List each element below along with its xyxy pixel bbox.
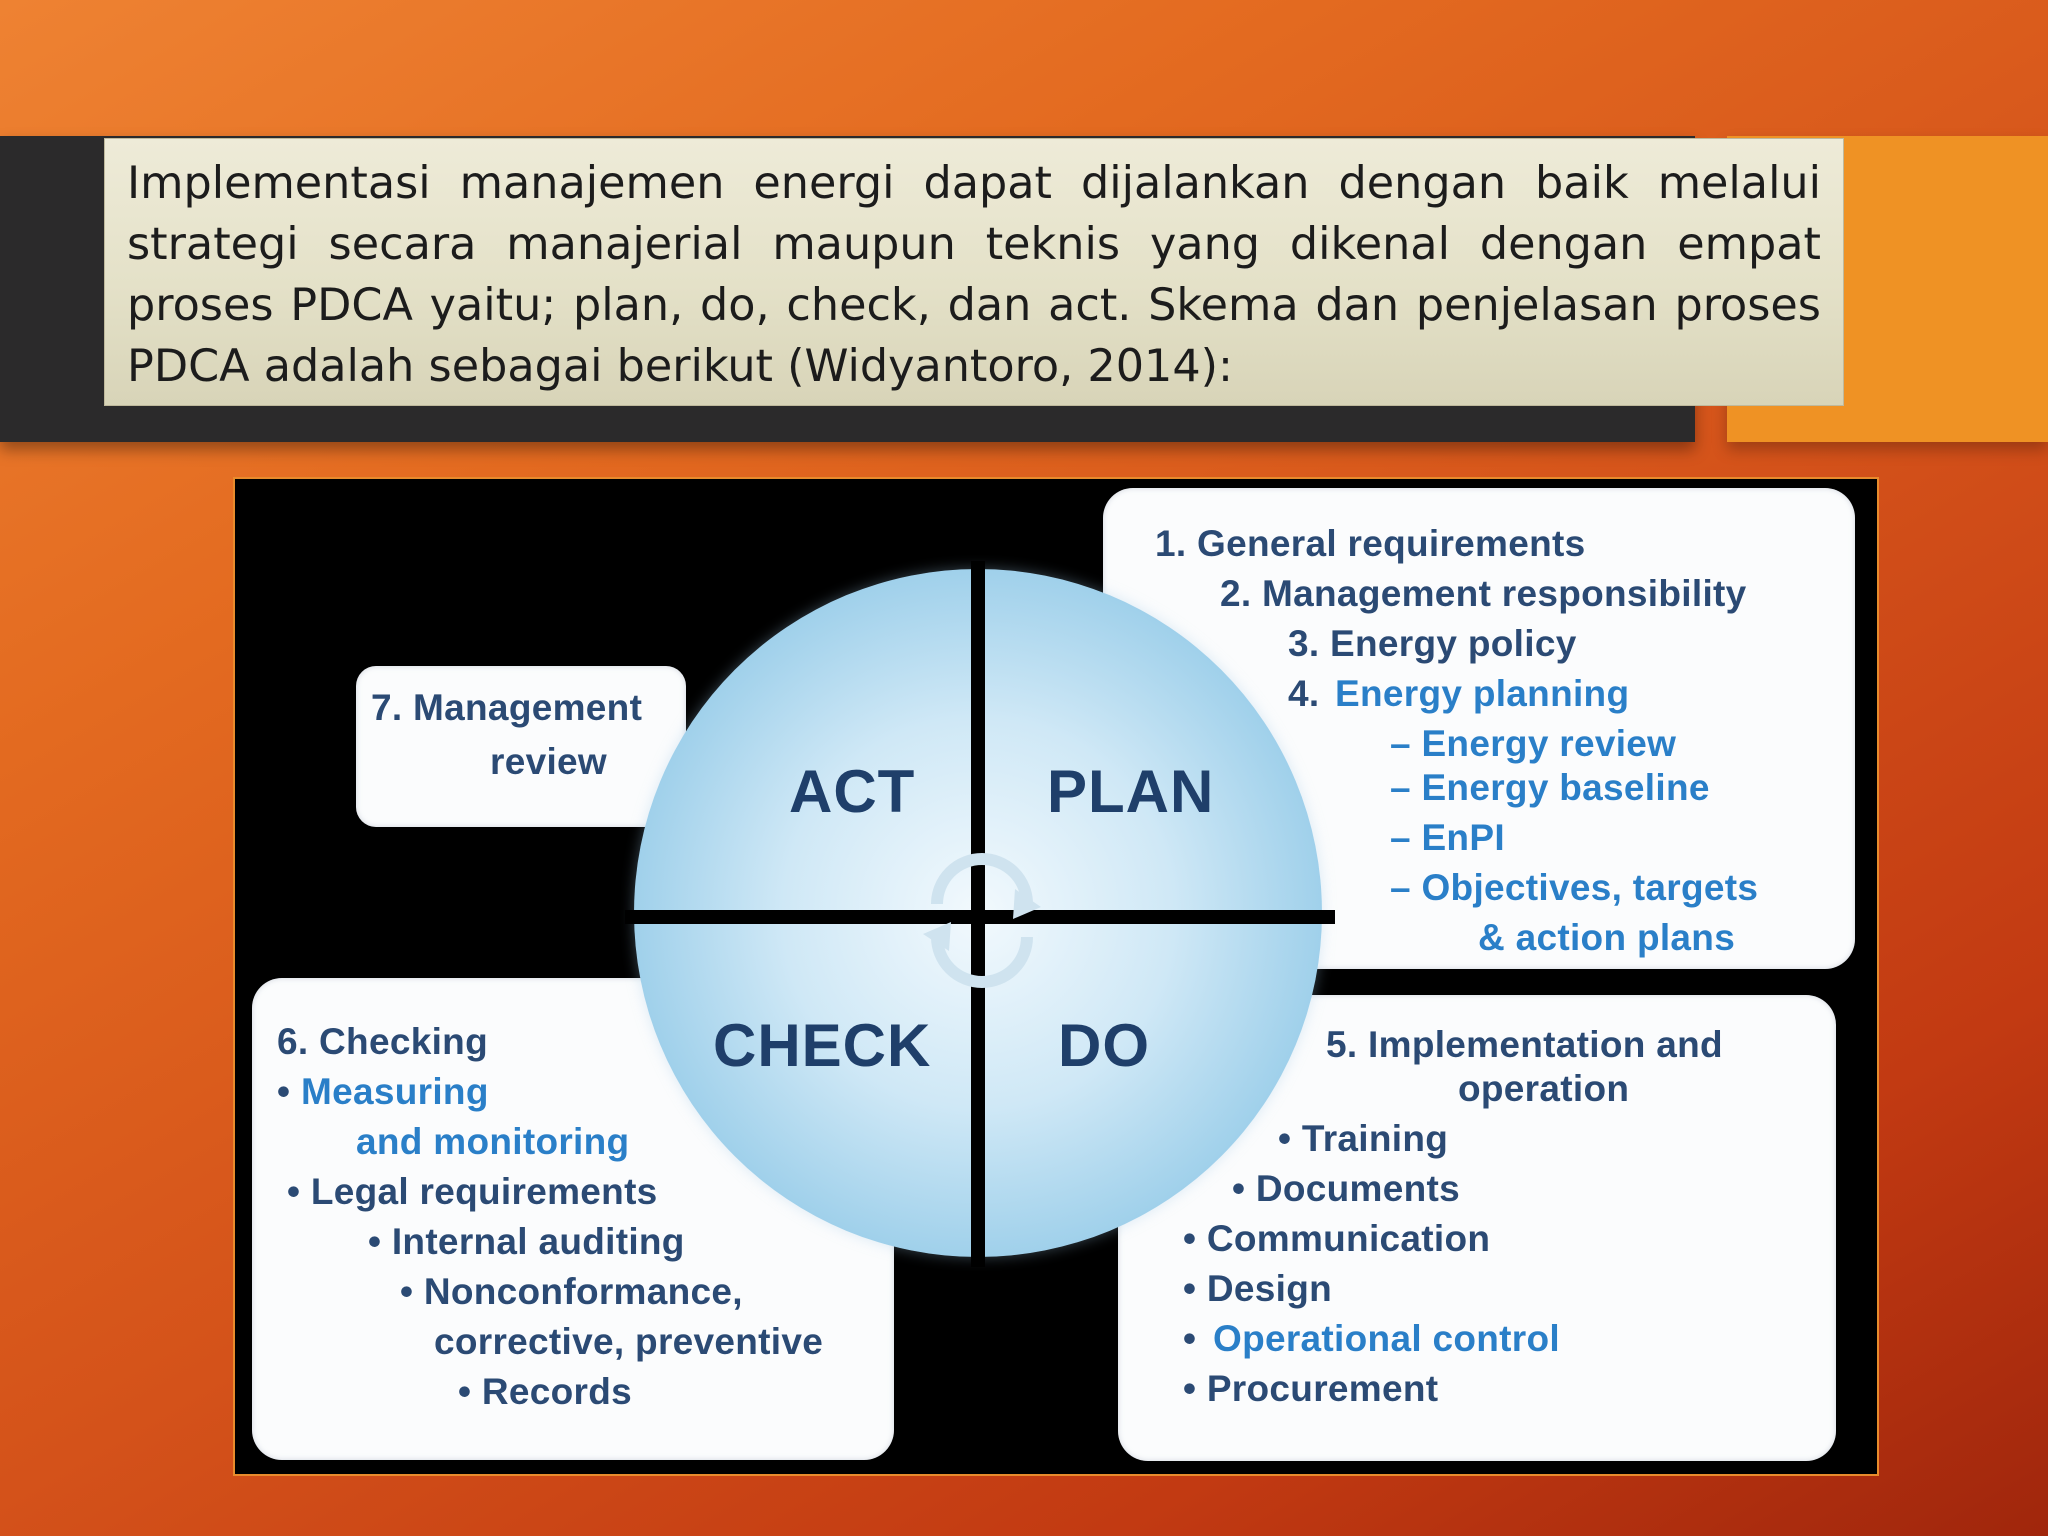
plan-quadrant-label: PLAN [1047,758,1215,825]
act-item-review: review [490,741,607,782]
plan-item-energy-planning-number: 4. [1288,673,1320,714]
plan-sub-energy-review: – Energy review [1390,723,1677,764]
intro-text-box [104,138,1844,406]
do-title-line2: operation [1458,1068,1630,1109]
do-bullet-operational-control: • [1183,1318,1197,1359]
plan-sub-energy-baseline: – Energy baseline [1390,767,1710,808]
check-item-internal-auditing: • Internal auditing [368,1221,685,1262]
do-title-line1: 5. Implementation and [1326,1024,1723,1065]
check-item-records: • Records [458,1371,632,1412]
do-quadrant-label: DO [1058,1012,1150,1079]
intro-paragraph: Implementasi manajemen energi dapat dijalankan dengan baik melalui strategi secara manajerial maupun teknis yang dikenal dengan empat proses PDCA yaitu; plan, do, check, dan act. Skema dan penjelasan proses PDCA adalah sebagai berikut (Widyantoro, 2014): [127,158,1821,392]
plan-item-energy-policy: 3. Energy policy [1288,623,1577,664]
plan-sub-action-plans: & action plans [1478,917,1736,958]
plan-sub-enpi: – EnPI [1390,817,1505,858]
do-item-communication: • Communication [1183,1218,1491,1259]
do-item-design: • Design [1183,1268,1332,1309]
check-title: 6. Checking [277,1021,488,1062]
check-item-legal-requirements: • Legal requirements [287,1171,658,1212]
act-item-management: 7. Management [371,687,643,728]
pdca-diagram [233,477,1879,1476]
plan-item-management-responsibility: 2. Management responsibility [1220,573,1747,614]
do-item-procurement: • Procurement [1183,1368,1439,1409]
do-item-operational-control: Operational control [1213,1318,1560,1359]
do-item-training: • Training [1278,1118,1449,1159]
check-bullet-measuring: • [277,1071,291,1112]
act-quadrant-label: ACT [789,758,916,825]
plan-item-energy-planning: Energy planning [1335,673,1630,714]
check-item-corrective-preventive: corrective, preventive [434,1321,824,1362]
check-quadrant-label: CHECK [713,1012,932,1079]
check-item-nonconformance: • Nonconformance, [400,1271,743,1312]
check-item-monitoring: and monitoring [356,1121,630,1162]
check-item-measuring: Measuring [301,1071,489,1112]
do-item-documents: • Documents [1232,1168,1461,1209]
plan-item-general-requirements: 1. General requirements [1155,523,1586,564]
plan-sub-objectives-targets: – Objectives, targets [1390,867,1759,908]
